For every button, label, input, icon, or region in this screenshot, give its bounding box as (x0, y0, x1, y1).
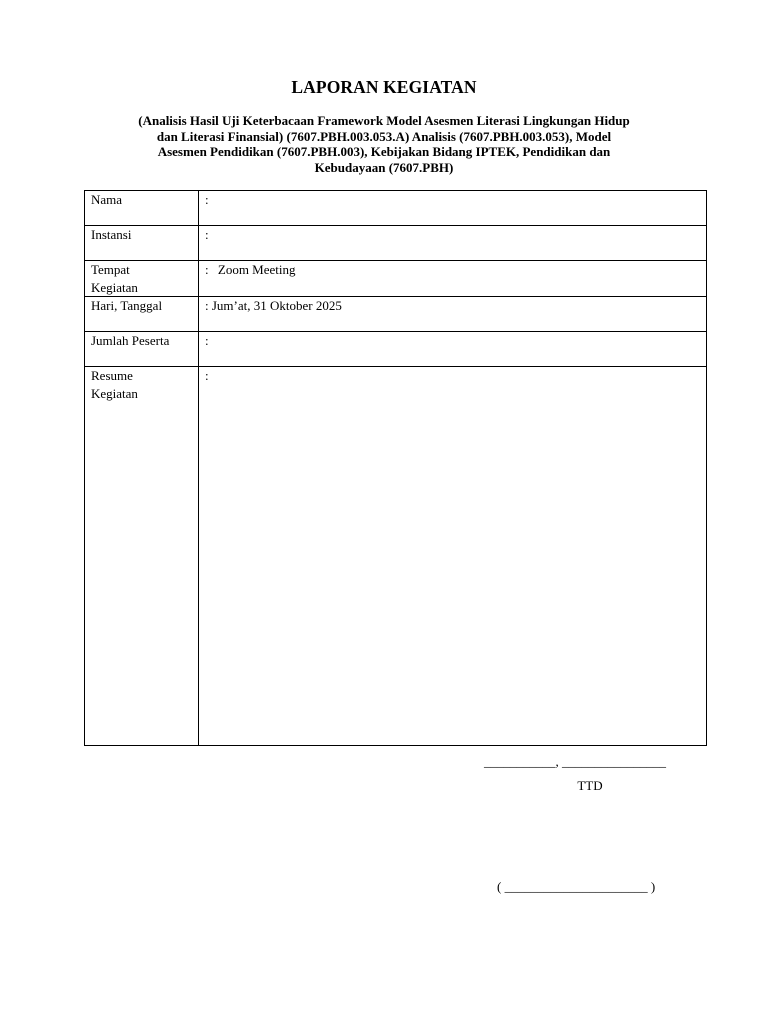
form-value-jumlah-peserta[interactable] (199, 332, 707, 367)
value-text: Zoom Meeting (217, 262, 296, 277)
signature-ttd-label: TTD (577, 778, 603, 793)
document-subtitle (90, 113, 678, 175)
form-value-nama[interactable] (199, 191, 707, 226)
form-value-resume-kegiatan[interactable] (199, 367, 707, 746)
form-row-tempat-kegiatan (85, 261, 707, 297)
colon: : (205, 333, 209, 348)
signature-place-date-line: ___________, ________________ (484, 754, 666, 769)
form-value-instansi[interactable] (199, 226, 707, 261)
form-row-hari-tanggal (85, 297, 707, 332)
signature-signer-line: ( ______________________ ) (497, 879, 656, 894)
form-label-jumlah-peserta: Jumlah Peserta (85, 332, 199, 367)
subtitle-line: (Analisis Hasil Uji Keterbacaan Framework Model Asesmen Literasi Lingkungan Hidup (138, 113, 630, 128)
colon: : (205, 262, 209, 277)
form-label-tempat-kegiatan: Tempat Kegiatan (85, 261, 199, 297)
document-title: LAPORAN KEGIATAN (291, 77, 477, 97)
form-label-instansi: Instansi (85, 226, 199, 261)
colon: : (205, 227, 209, 242)
form-row-nama (85, 191, 707, 226)
form-value-hari-tanggal[interactable] (199, 297, 707, 332)
colon: : (205, 192, 209, 207)
form-value-tempat-kegiatan[interactable] (199, 261, 707, 297)
colon: : (205, 368, 209, 383)
form-row-instansi (85, 226, 707, 261)
subtitle-line: Asesmen Pendidikan (7607.PBH.003), Kebijakan Bidang IPTEK, Pendidikan dan (157, 144, 611, 159)
subtitle-line: Kebudayaan (7607.PBH) (314, 159, 454, 175)
colon: : (205, 298, 209, 313)
value-text: Jum’at, 31 Oktober 2025 (211, 298, 342, 313)
form-row-resume-kegiatan (85, 367, 707, 746)
report-form-table (84, 190, 707, 746)
form-label-resume-kegiatan: Resume Kegiatan (85, 367, 199, 746)
form-label-nama: Nama (85, 191, 199, 226)
form-label-hari-tanggal: Hari, Tanggal (85, 297, 199, 332)
form-row-jumlah-peserta (85, 332, 707, 367)
subtitle-line: dan Literasi Finansial) (7607.PBH.003.053.A) Analisis (7607.PBH.003.053), Model (156, 128, 612, 144)
